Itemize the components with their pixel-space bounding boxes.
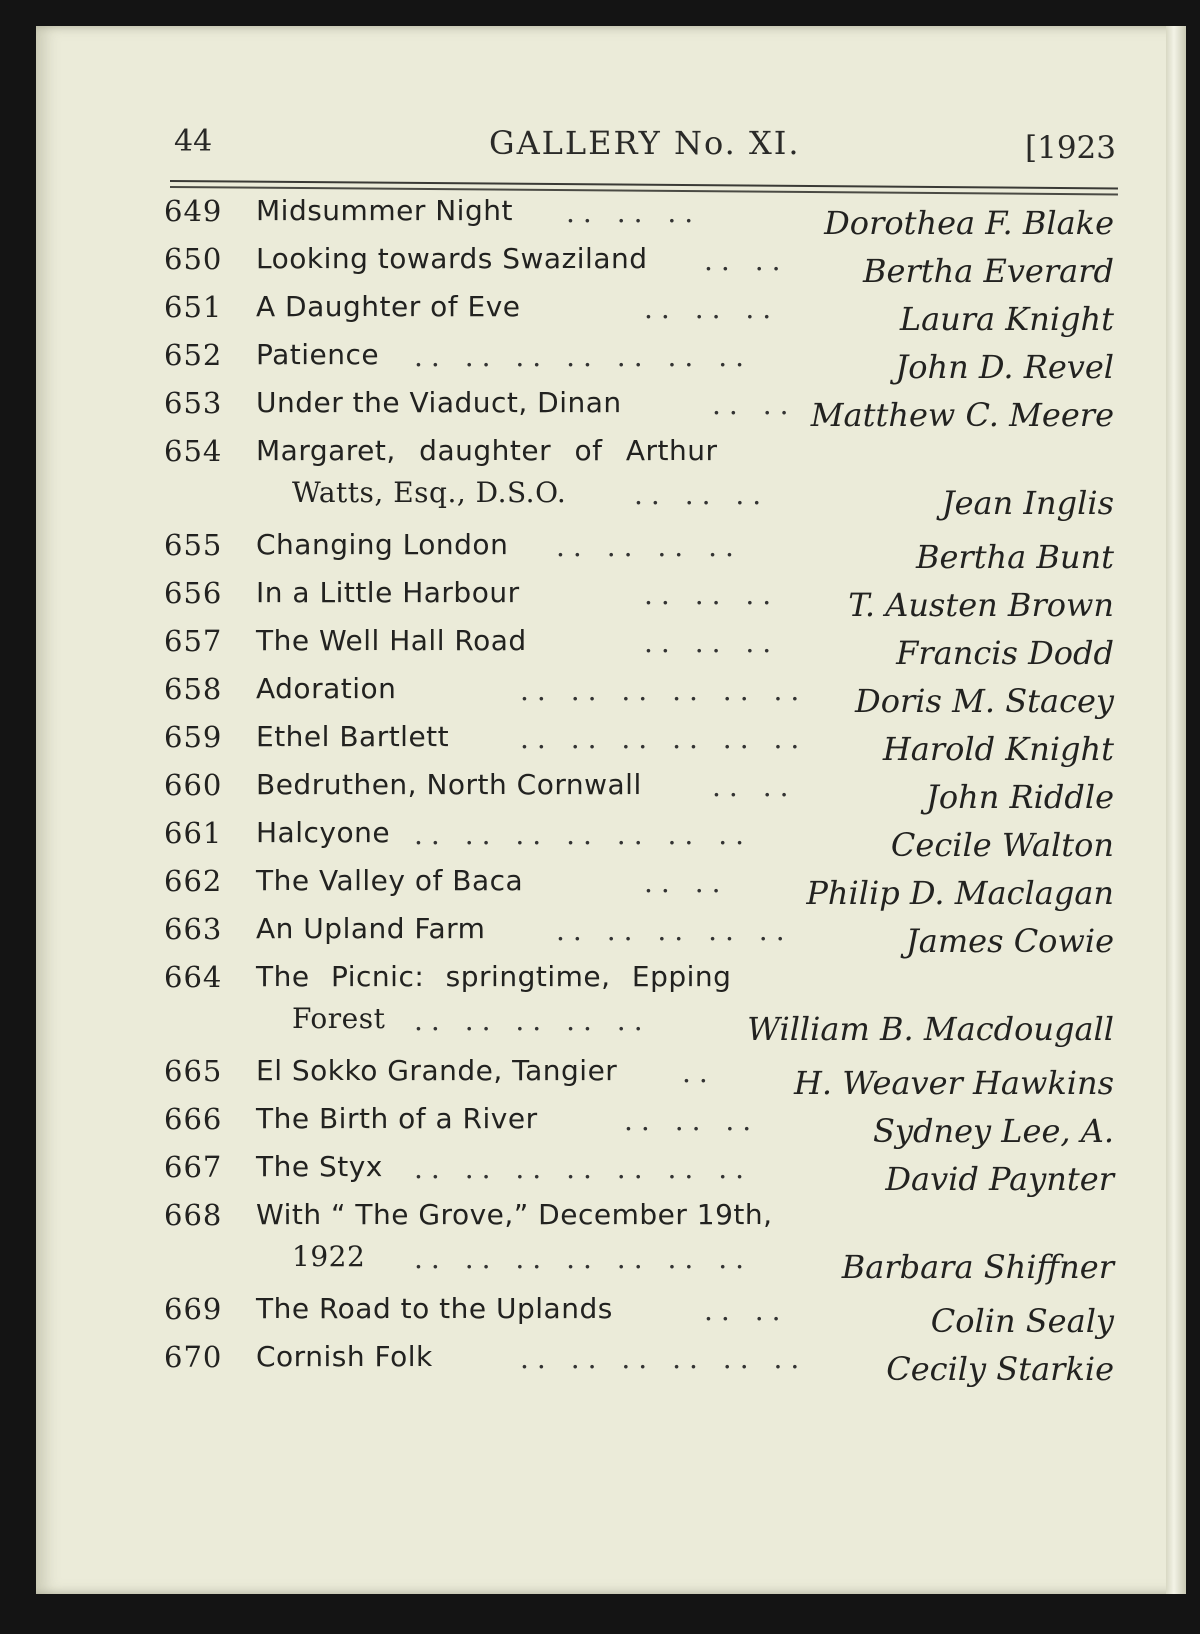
catalogue-entry xyxy=(164,1102,1124,1150)
entry-title: The Birth of a River xyxy=(256,1102,538,1135)
entry-artist: Matthew C. Meere xyxy=(810,396,1114,434)
entry-number: 656 xyxy=(164,576,223,610)
catalogue-entry xyxy=(164,1292,1124,1340)
entry-number: 649 xyxy=(164,194,223,228)
entry-title: Midsummer Night xyxy=(256,194,513,227)
catalogue-entry xyxy=(164,528,1124,576)
dot-leader: .. .. .. .. .. .. xyxy=(520,674,808,707)
dot-leader: .. .. .. .. .. .. .. xyxy=(414,1152,753,1185)
catalogue-entry xyxy=(164,338,1124,386)
dot-leader: .. .. .. xyxy=(566,196,702,229)
dot-leader: .. .. .. .. .. xyxy=(556,914,793,947)
entry-number: 669 xyxy=(164,1292,223,1326)
entry-artist: Bertha Bunt xyxy=(915,538,1114,576)
entry-title: In a Little Harbour xyxy=(256,576,520,609)
catalogue-entry xyxy=(164,816,1124,864)
catalogue-entry xyxy=(164,386,1124,434)
running-title: GALLERY No. XI. xyxy=(489,124,801,162)
catalogue-entry xyxy=(164,624,1124,672)
book-page xyxy=(36,26,1186,1594)
entry-title: Adoration xyxy=(256,672,397,705)
catalogue-entry xyxy=(164,1150,1124,1198)
entry-title: Ethel Bartlett xyxy=(256,720,450,753)
entry-title: Looking towards Swaziland xyxy=(256,242,648,275)
entry-title: Margaret, daughter of Arthur xyxy=(256,434,718,467)
entry-artist: John Riddle xyxy=(926,778,1114,816)
catalogue-entry xyxy=(164,960,1124,1054)
entry-artist: Colin Sealy xyxy=(930,1302,1114,1340)
dot-leader: .. .. .. .. .. .. .. xyxy=(414,340,753,373)
dot-leader: .. .. .. .. .. xyxy=(414,1004,651,1037)
entry-artist: H. Weaver Hawkins xyxy=(793,1064,1114,1102)
entry-title: The Styx xyxy=(256,1150,383,1183)
dot-leader: .. .. xyxy=(712,770,797,803)
catalogue-entry xyxy=(164,1054,1124,1102)
entry-number: 663 xyxy=(164,912,223,946)
entry-title: An Upland Farm xyxy=(256,912,486,945)
entry-artist: Sydney Lee, A. xyxy=(872,1112,1114,1150)
entry-artist: Barbara Shiffner xyxy=(841,1248,1114,1286)
entry-artist: Philip D. Maclagan xyxy=(806,874,1114,912)
entry-number: 661 xyxy=(164,816,223,850)
catalogue-entry xyxy=(164,912,1124,960)
entry-title: Changing London xyxy=(256,528,509,561)
entry-title: The Picnic: springtime, Epping xyxy=(256,960,732,993)
entry-number: 662 xyxy=(164,864,223,898)
entry-title: Under the Viaduct, Dinan xyxy=(256,386,622,419)
entry-title: Patience xyxy=(256,338,380,371)
entry-title-continued: Watts, Esq., D.S.O. xyxy=(292,476,567,509)
entry-title: Halcyone xyxy=(256,816,391,849)
entry-title: Cornish Folk xyxy=(256,1340,433,1373)
entry-number: 655 xyxy=(164,528,223,562)
entry-title: The Road to the Uplands xyxy=(256,1292,613,1325)
dot-leader: .. .. .. .. .. .. .. xyxy=(414,818,753,851)
entry-number: 665 xyxy=(164,1054,223,1088)
entry-number: 651 xyxy=(164,290,223,324)
dot-leader: .. .. xyxy=(644,866,729,899)
entry-number: 660 xyxy=(164,768,223,802)
page-header xyxy=(174,118,1116,168)
entry-number: 652 xyxy=(164,338,223,372)
entry-title: With “ The Grove,” December 19th, xyxy=(256,1198,773,1231)
dot-leader: .. .. .. xyxy=(644,626,780,659)
entry-artist: Bertha Everard xyxy=(863,252,1114,290)
catalogue-entry xyxy=(164,242,1124,290)
dot-leader: .. .. xyxy=(712,388,797,421)
entry-artist: William B. Macdougall xyxy=(747,1010,1114,1048)
entry-artist: T. Austen Brown xyxy=(848,586,1114,624)
dot-leader: .. .. .. xyxy=(644,292,780,325)
dot-leader: .. .. .. .. xyxy=(556,530,742,563)
year-mark: [1923 xyxy=(1025,130,1116,166)
dot-leader: .. xyxy=(682,1056,716,1089)
entry-artist: Cecily Starkie xyxy=(886,1350,1114,1388)
entry-artist: Francis Dodd xyxy=(896,634,1114,672)
entry-number: 664 xyxy=(164,960,223,994)
entry-title: The Valley of Baca xyxy=(256,864,524,897)
entry-number: 657 xyxy=(164,624,223,658)
entry-artist: David Paynter xyxy=(885,1160,1114,1198)
catalogue-entry xyxy=(164,672,1124,720)
entry-artist: James Cowie xyxy=(905,922,1114,960)
entry-number: 670 xyxy=(164,1340,223,1374)
entry-title: El Sokko Grande, Tangier xyxy=(256,1054,618,1087)
entry-number: 667 xyxy=(164,1150,223,1184)
entry-number: 666 xyxy=(164,1102,223,1136)
entry-artist: Doris M. Stacey xyxy=(855,682,1114,720)
page-edge xyxy=(1166,26,1186,1594)
entry-title-continued: Forest xyxy=(292,1002,386,1035)
entry-artist: Dorothea F. Blake xyxy=(824,204,1114,242)
entry-artist: Harold Knight xyxy=(882,730,1114,768)
dot-leader: .. .. .. xyxy=(624,1104,760,1137)
entry-number: 668 xyxy=(164,1198,223,1232)
entry-number: 654 xyxy=(164,434,223,468)
catalogue-entry xyxy=(164,434,1124,528)
entry-number: 658 xyxy=(164,672,223,706)
entry-title: A Daughter of Eve xyxy=(256,290,521,323)
entry-artist: John D. Revel xyxy=(895,348,1114,386)
catalogue-entry xyxy=(164,768,1124,816)
dot-leader: .. .. .. xyxy=(634,478,770,511)
page-number: 44 xyxy=(174,124,213,159)
entry-number: 659 xyxy=(164,720,223,754)
entry-artist: Cecile Walton xyxy=(890,826,1114,864)
dot-leader: .. .. .. xyxy=(644,578,780,611)
catalogue-entry xyxy=(164,290,1124,338)
catalogue-entry xyxy=(164,720,1124,768)
dot-leader: .. .. .. .. .. .. xyxy=(520,722,808,755)
entry-number: 650 xyxy=(164,242,223,276)
catalogue-entry xyxy=(164,864,1124,912)
entry-number: 653 xyxy=(164,386,223,420)
catalogue-entry xyxy=(164,1340,1124,1388)
entry-artist: Laura Knight xyxy=(899,300,1114,338)
catalogue-entry xyxy=(164,576,1124,624)
catalogue-entry xyxy=(164,194,1124,242)
dot-leader: .. .. xyxy=(704,1294,789,1327)
dot-leader: .. .. .. .. .. .. .. xyxy=(414,1242,753,1275)
dot-leader: .. .. xyxy=(704,244,789,277)
entry-title-continued: 1922 xyxy=(292,1240,366,1273)
entry-title: Bedruthen, North Cornwall xyxy=(256,768,642,801)
dot-leader: .. .. .. .. .. .. xyxy=(520,1342,808,1375)
entry-artist: Jean Inglis xyxy=(941,484,1114,522)
entry-title: The Well Hall Road xyxy=(256,624,527,657)
catalogue-entry xyxy=(164,1198,1124,1292)
